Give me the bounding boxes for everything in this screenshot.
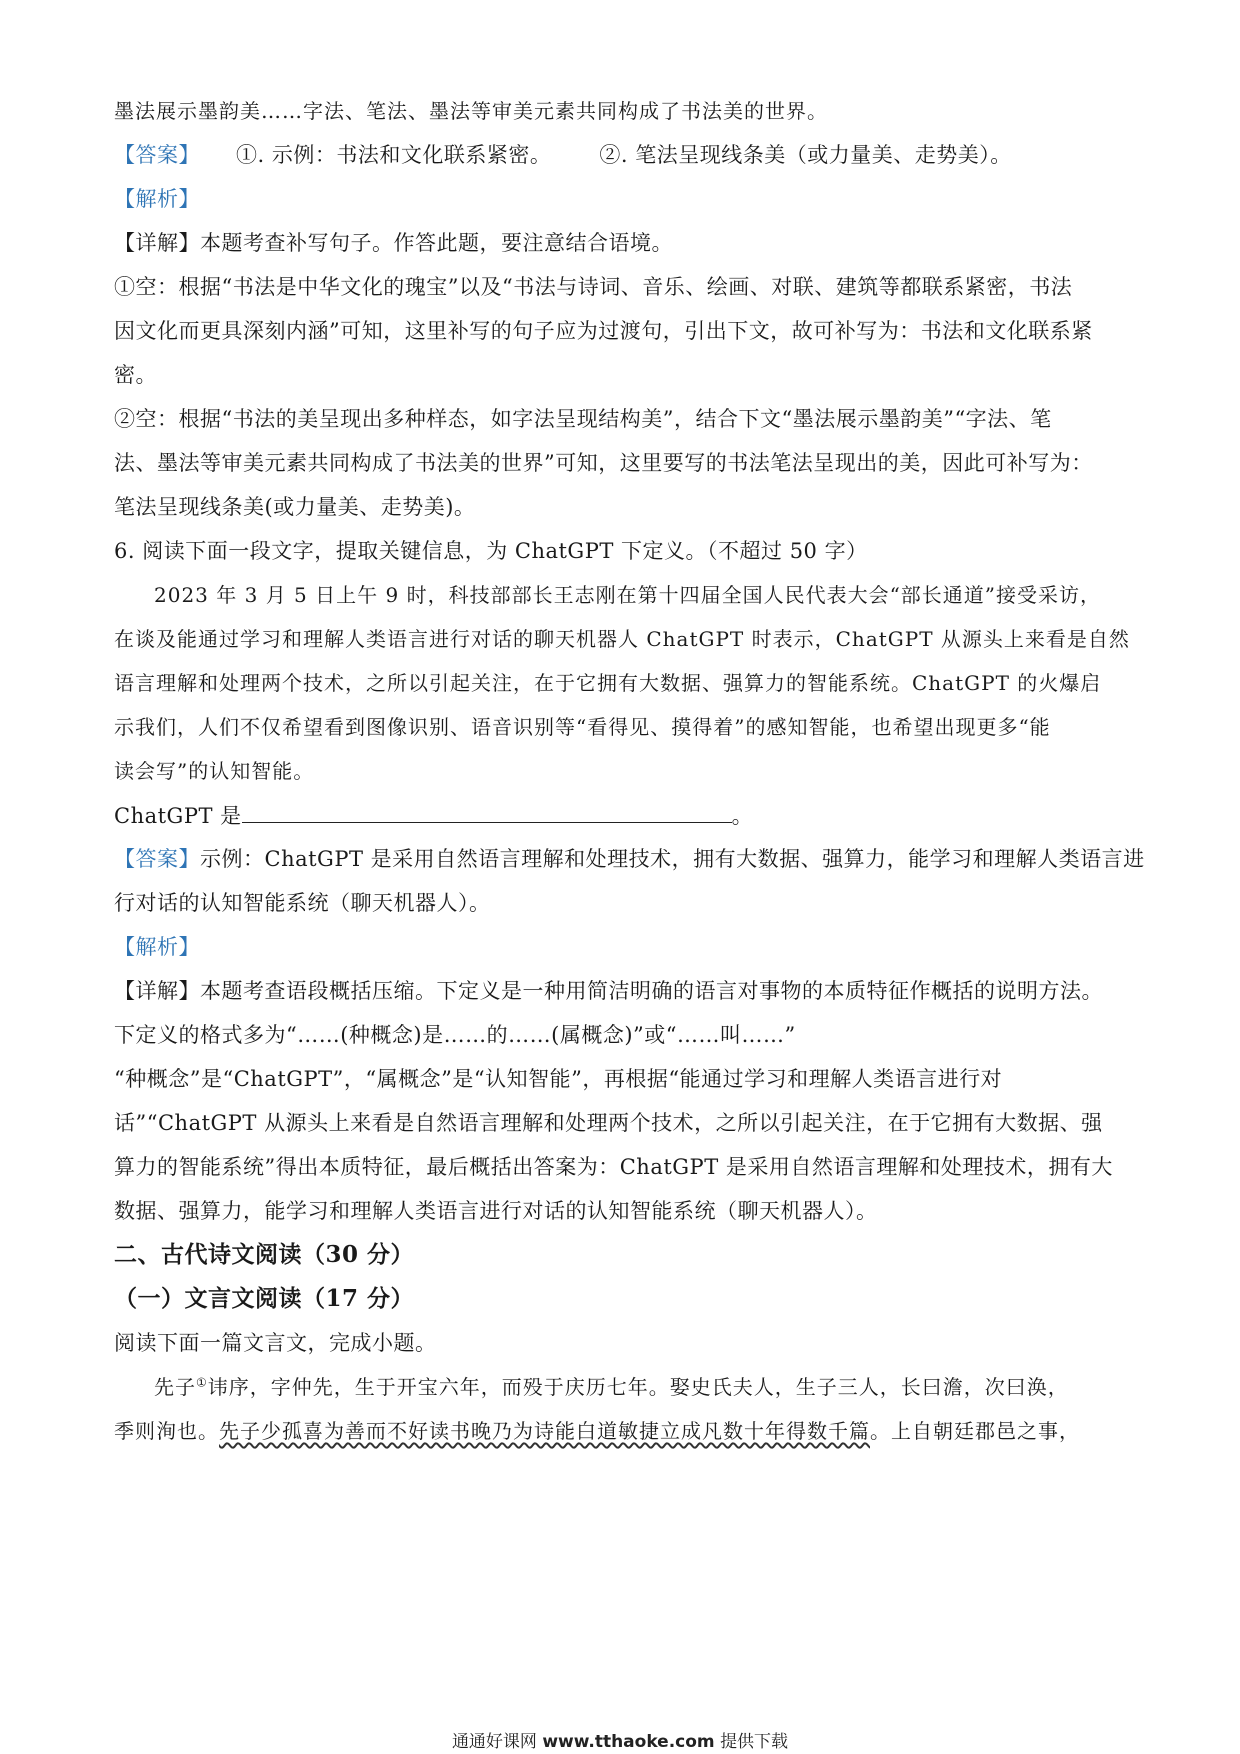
answer-text: 示例：ChatGPT 是采用自然语言理解和处理技术，拥有大数据、强算力，能学习和理解人类语言进 (200, 847, 1145, 871)
analysis-tag: 【解析】 (114, 935, 200, 959)
text-line: 法、墨法等审美元素共同构成了书法美的世界”可知，这里要写的书法笔法呈现出的美，因此可补写为： (114, 451, 1093, 475)
text-line: 密。 (114, 363, 157, 387)
text-line: 因文化而更具深刻内涵”可知，这里补写的句子应为过渡句，引出下文，故可补写为：书法和文化联系紧 (114, 319, 1093, 343)
text-line: 【详解】本题考查补写句子。作答此题，要注意结合语境。 (114, 231, 673, 255)
text-line: 笔法呈现线条美(或力量美、走势美)。 (114, 495, 476, 519)
classical-text: 。上自朝廷郡邑之事， (870, 1419, 1080, 1443)
classical-text: 讳序，字仲先，生于开宝六年，而殁于庆历七年。娶史氏夫人，生子三人，长曰澹，次曰涣， (207, 1375, 1069, 1399)
answer-tag: 【答案】 (114, 847, 200, 871)
passage-line: 在谈及能通过学习和理解人类语言进行对话的聊天机器人 ChatGPT 时表示，ChatGPT 从源头上来看是自然 (114, 627, 1130, 651)
subsection-heading: （一）文言文阅读（17 分） (114, 1285, 415, 1312)
underlined-sentence: 先子少孤喜为善而不好读书晚乃为诗能白道敏捷立成凡数十年得数千篇 (219, 1419, 870, 1443)
text-line: 下定义的格式多为“……(种概念)是……的……(属概念)”或“……叫……” (114, 1023, 796, 1047)
classical-line (114, 1416, 1080, 1446)
answer-part-2: ②. 笔法呈现线条美（或力量美、走势美）。 (599, 143, 1012, 167)
passage-line: 语言理解和处理两个技术，之所以引起关注，在于它拥有大数据、强算力的智能系统。ChatGPT 的火爆启 (114, 671, 1102, 695)
answer-blank[interactable] (242, 800, 732, 823)
answer-part-1: ①. 示例：书法和文化联系紧密。 (236, 143, 552, 167)
answer-tag: 【答案】 (114, 143, 200, 167)
text-line: “种概念”是“ChatGPT”，“属概念”是“认知智能”，再根据“能通过学习和理解人类语言进行对 (114, 1067, 1003, 1091)
answer-line (114, 844, 1145, 874)
text-line: 话”“ChatGPT 从源头上来看是自然语言理解和处理两个技术，之所以引起关注，在于它拥有大数据、强 (114, 1111, 1103, 1135)
passage-line: 读会写”的认知智能。 (114, 759, 315, 783)
text-line: 阅读下面一篇文言文，完成小题。 (114, 1331, 437, 1355)
classical-text: 季则洵也。 (114, 1419, 219, 1443)
text-line: 行对话的认知智能系统（聊天机器人）。 (114, 891, 491, 915)
answer-line (114, 140, 1012, 170)
text-line: ②空：根据“书法的美呈现出多种样态，如字法呈现结构美”，结合下文“墨法展示墨韵美”“字法、笔 (114, 407, 1052, 431)
text-line: 算力的智能系统”得出本质特征，最后概括出答案为：ChatGPT 是采用自然语言理解和处理技术，拥有大 (114, 1155, 1113, 1179)
footer-suffix: 提供下载 (720, 1732, 789, 1752)
footnote-marker: ① (196, 1375, 208, 1390)
text-line: 墨法展示墨韵美……字法、笔法、墨法等审美元素共同构成了书法美的世界。 (114, 99, 828, 123)
classical-line (154, 1372, 1069, 1402)
passage-line: 2023 年 3 月 5 日上午 9 时，科技部部长王志刚在第十四届全国人民代表大会“部长通道”接受采访， (154, 583, 1102, 607)
text-line: 数据、强算力，能学习和理解人类语言进行对话的认知智能系统（聊天机器人）。 (114, 1199, 878, 1223)
passage-line: 示我们，人们不仅希望看到图像识别、语音识别等“看得见、摸得着”的感知智能，也希望出现更多“能 (114, 715, 1051, 739)
fill-blank-line (114, 800, 753, 831)
section-heading: 二、古代诗文阅读（30 分） (114, 1241, 415, 1268)
footer-site: 通通好课网 (451, 1732, 537, 1752)
classical-text: 先子 (154, 1375, 196, 1399)
analysis-tag: 【解析】 (114, 187, 200, 211)
text-line: 【详解】本题考查语段概括压缩。下定义是一种用简洁明确的语言对事物的本质特征作概括的说明方法。 (114, 979, 1103, 1003)
footer-url[interactable]: www.tthaoke.com (542, 1732, 715, 1752)
fill-blank-suffix: 。 (731, 804, 754, 828)
fill-blank-prefix: ChatGPT 是 (114, 804, 242, 828)
question-6: 6. 阅读下面一段文字，提取关键信息，为 ChatGPT 下定义。（不超过 50 字） (114, 539, 868, 563)
page-footer (0, 1727, 1240, 1752)
text-line: ①空：根据“书法是中华文化的瑰宝”以及“书法与诗词、音乐、绘画、对联、建筑等都联系紧密，书法 (114, 275, 1073, 299)
